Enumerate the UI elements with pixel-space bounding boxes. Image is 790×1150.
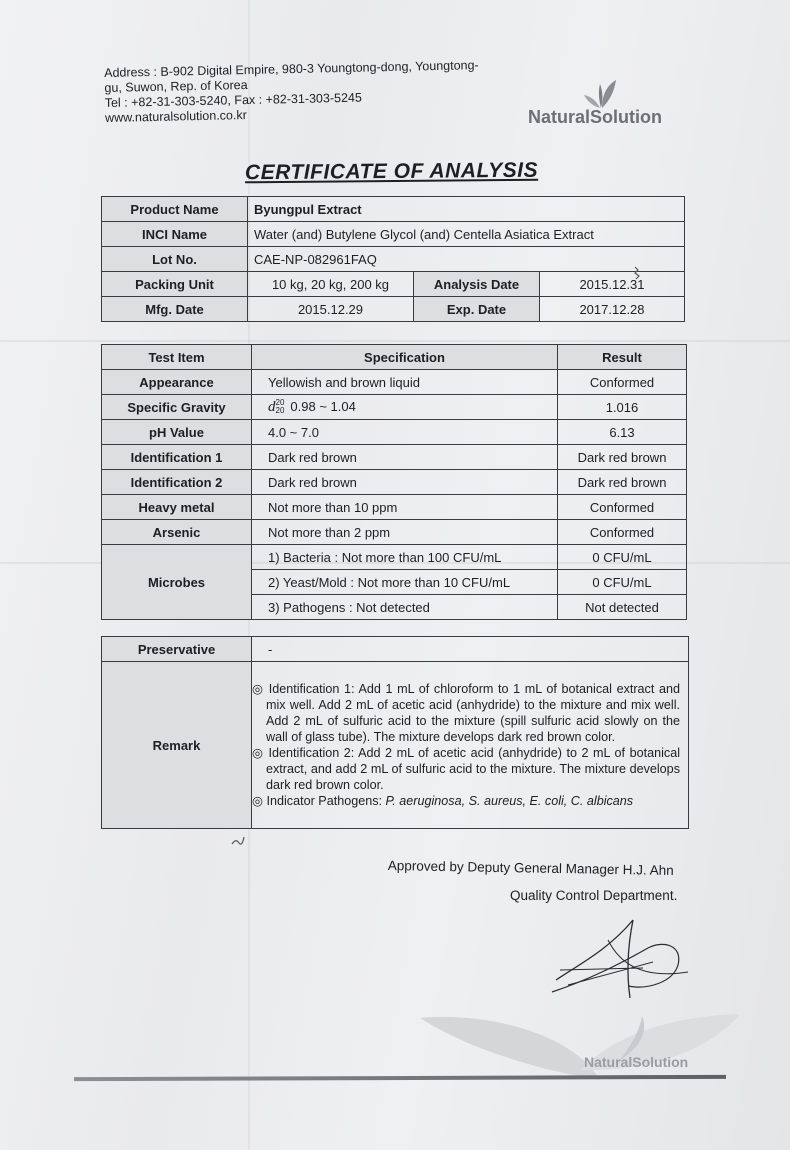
microbe-spec: 2) Yeast/Mold : Not more than 10 CFU/mL [252, 570, 558, 595]
packing-label: Packing Unit [102, 272, 248, 297]
microbe-result: 0 CFU/mL [558, 545, 687, 570]
temperature-superscript: 20 [275, 398, 285, 408]
test-result: Conformed [558, 495, 687, 520]
product-name-value: Byungpul Extract [248, 197, 685, 222]
table-row [102, 662, 689, 829]
exp-date-value: 2017.12.28 [540, 297, 685, 322]
table-row [102, 637, 689, 662]
column-header: Result [558, 345, 687, 370]
watermark-logo-text: NaturalSolution [584, 1054, 689, 1070]
table-header-row [102, 345, 687, 370]
microbe-result: Not detected [558, 595, 687, 620]
product-name-label: Product Name [102, 197, 248, 222]
remark-prefix: ◎ Indicator Pathogens: [252, 794, 386, 808]
table-row [102, 420, 687, 445]
table-row [102, 222, 685, 247]
remarks-table [101, 636, 689, 829]
inci-label: INCI Name [102, 222, 248, 247]
phone-fax: Tel : +82-31-303-5240, Fax : +82-31-303-5245 [104, 90, 362, 110]
exp-date-label: Exp. Date [414, 297, 540, 322]
company-logo [528, 78, 688, 128]
remark-content [252, 662, 689, 829]
remark-label: Remark [102, 662, 252, 829]
product-info-table [101, 196, 685, 322]
microbe-spec: 3) Pathogens : Not detected [252, 595, 558, 620]
test-item: Arsenic [102, 520, 252, 545]
logo-text: NaturalSolution [528, 107, 662, 127]
test-result: Dark red brown [558, 470, 687, 495]
test-spec: Yellowish and brown liquid [252, 370, 558, 395]
table-row [102, 370, 687, 395]
table-row [102, 495, 687, 520]
table-row [102, 272, 685, 297]
test-spec: Dark red brown [252, 470, 558, 495]
test-item: pH Value [102, 420, 252, 445]
address-line: gu, Suwon, Rep. of Korea [104, 77, 248, 95]
packing-value: 10 kg, 20 kg, 200 kg [248, 272, 414, 297]
lot-value: CAE-NP-082961FAQ [248, 247, 685, 272]
test-results-table [101, 344, 687, 620]
test-result: 6.13 [558, 420, 687, 445]
test-result: Conformed [558, 520, 687, 545]
mfg-date-label: Mfg. Date [102, 297, 248, 322]
lot-label: Lot No. [102, 247, 248, 272]
pen-mark [632, 266, 642, 280]
table-row [102, 247, 685, 272]
test-spec: Not more than 10 ppm [252, 495, 558, 520]
column-header: Specification [252, 345, 558, 370]
specific-gravity-range: 0.98 ~ 1.04 [290, 398, 356, 414]
test-spec: Dark red brown [252, 445, 558, 470]
table-row [102, 197, 685, 222]
page-title: CERTIFICATE OF ANALYSIS [244, 158, 539, 185]
company-address [104, 57, 525, 126]
test-item: Specific Gravity [102, 395, 252, 420]
test-result: Dark red brown [558, 445, 687, 470]
address-line: Address : B-902 Digital Empire, 980-3 Youngtong-dong, Youngtong- [104, 58, 479, 80]
website: www.naturalsolution.co.kr [104, 108, 247, 125]
table-row [102, 395, 687, 420]
table-row [102, 470, 687, 495]
specific-gravity-symbol: d [268, 398, 276, 415]
analysis-date-value: 2015.12.31 [540, 272, 685, 297]
table-row [102, 545, 687, 570]
signature [548, 910, 698, 1005]
analysis-date-label: Analysis Date [414, 272, 540, 297]
test-spec: 4.0 ~ 7.0 [252, 420, 558, 445]
test-item: Identification 2 [102, 470, 252, 495]
preservative-label: Preservative [102, 637, 252, 662]
organism-list: P. aeruginosa, S. aureus, E. coli, C. albicans [385, 794, 634, 808]
remark-paragraph [252, 793, 680, 809]
test-result: Conformed [558, 370, 687, 395]
table-row [102, 445, 687, 470]
mfg-date-value: 2015.12.29 [248, 297, 414, 322]
test-item: Identification 1 [102, 445, 252, 470]
microbes-label: Microbes [102, 545, 252, 620]
remark-paragraph: ◎ Identification 1: Add 1 mL of chloroform to 1 mL of botanical extract and mix well. Add 2 mL of acetic acid (anhydride) to the mixture and mix well. Add 2 mL of sulfuric acid to the mixture (spill sulfuric acid slowly on the wall of glass tube). The mixture develops dark red brown color. [252, 682, 680, 744]
test-spec [252, 395, 558, 420]
microbe-spec: 1) Bacteria : Not more than 100 CFU/mL [252, 545, 558, 570]
test-spec: Not more than 2 ppm [252, 520, 558, 545]
test-item: Heavy metal [102, 495, 252, 520]
table-row [102, 520, 687, 545]
column-header: Test Item [102, 345, 252, 370]
department-name: Quality Control Department. [510, 888, 678, 903]
approval-statement: Approved by Deputy General Manager H.J. Ahn [387, 858, 674, 878]
temperature-subscript: 20 [275, 406, 285, 416]
preservative-value: - [252, 637, 689, 662]
microbe-result: 0 CFU/mL [558, 570, 687, 595]
pen-mark [230, 834, 246, 848]
remark-paragraph: ◎ Identification 2: Add 2 mL of acetic acid (anhydride) to 2 mL of botanical extract, and add 2 mL of sulfuric acid to the mixture. The mixture develops dark red brown color. [252, 746, 680, 792]
test-item: Appearance [102, 370, 252, 395]
test-result: 1.016 [558, 395, 687, 420]
inci-value: Water (and) Butylene Glycol (and) Centella Asiatica Extract [248, 222, 685, 247]
table-row [102, 297, 685, 322]
paper-fold [0, 340, 790, 342]
